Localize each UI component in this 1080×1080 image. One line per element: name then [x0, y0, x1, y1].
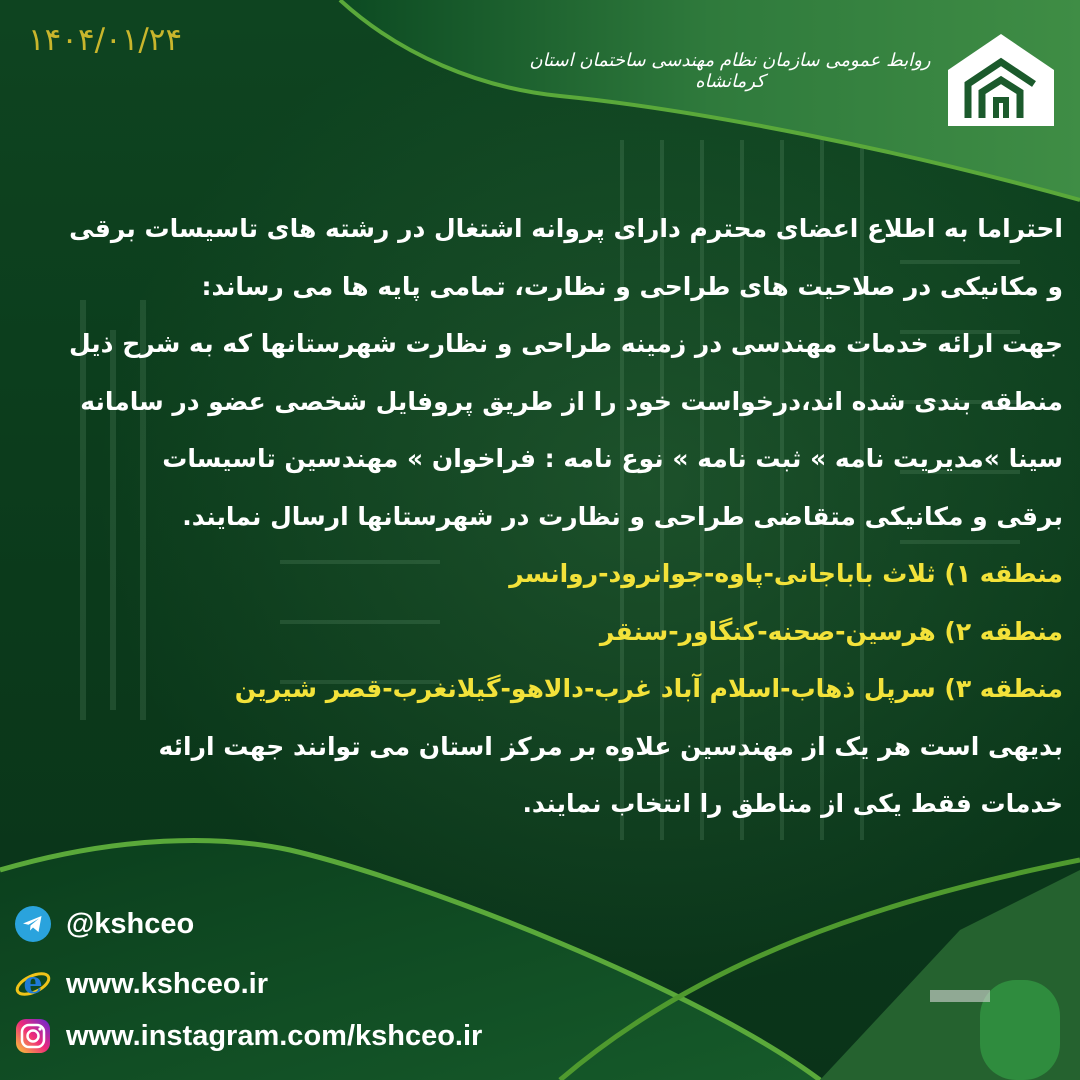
- telegram-handle[interactable]: @kshceo: [66, 907, 195, 940]
- announcement-body: [68, 200, 1063, 833]
- region-3: منطقه ۳) سرپل ذهاب-اسلام آباد غرب-دالاهو-گیلانغرب-قصر شیرین: [234, 674, 1063, 703]
- announcement-line: و مکانیکی در صلاحیت های طراحی و نظارت، تمامی پایه ها می رساند:: [201, 271, 1063, 301]
- telegram-icon: [14, 905, 52, 943]
- region-1: منطقه ۱) ثلاث باباجانی-پاوه-جوانرود-روانسر: [509, 559, 1063, 588]
- instagram-icon: [14, 1017, 52, 1055]
- announcement-line: منطقه بندی شده اند،درخواست خود را از طریق پروفایل شخصی عضو در سامانه: [80, 386, 1063, 416]
- announcement-line: برقی و مکانیکی متقاضی طراحی و نظارت در شهرستانها ارسال نمایند.: [182, 501, 1063, 531]
- logo-icon: [942, 28, 1060, 132]
- closing-line: بدیهی است هر یک از مهندسین علاوه بر مرکز استان می توانند جهت ارائه: [158, 731, 1063, 761]
- website-url[interactable]: www.kshceo.ir: [66, 967, 268, 1000]
- date-label: ۱۴۰۴/۰۱/۲۴: [28, 22, 183, 58]
- instagram-url[interactable]: www.instagram.com/kshceo.ir: [66, 1019, 483, 1052]
- telegram-contact[interactable]: [14, 904, 194, 944]
- website-contact[interactable]: [14, 964, 268, 1004]
- svg-text:e: e: [23, 966, 43, 1001]
- announcement-line: سینا »مدیریت نامه » ثبت نامه » نوع نامه : فراخوان » مهندسین تاسیسات: [162, 444, 1063, 473]
- internet-explorer-icon: [14, 965, 52, 1003]
- instagram-contact[interactable]: [14, 1016, 482, 1056]
- announcement-line: جهت ارائه خدمات مهندسی در زمینه طراحی و نظارت شهرستانها که به شرح ذیل: [68, 329, 1063, 358]
- organization-title: روابط عمومی سازمان نظام مهندسی ساختمان استان کرمانشاه: [529, 50, 931, 92]
- region-2: منطقه ۲) هرسین-صحنه-کنگاور-سنقر: [599, 616, 1063, 646]
- closing-line: خدمات فقط یکی از مناطق را انتخاب نمایند.: [522, 789, 1063, 818]
- announcement-line: احتراما به اطلاع اعضای محترم دارای پروانه اشتغال در رشته های تاسیسات برقی: [69, 214, 1063, 243]
